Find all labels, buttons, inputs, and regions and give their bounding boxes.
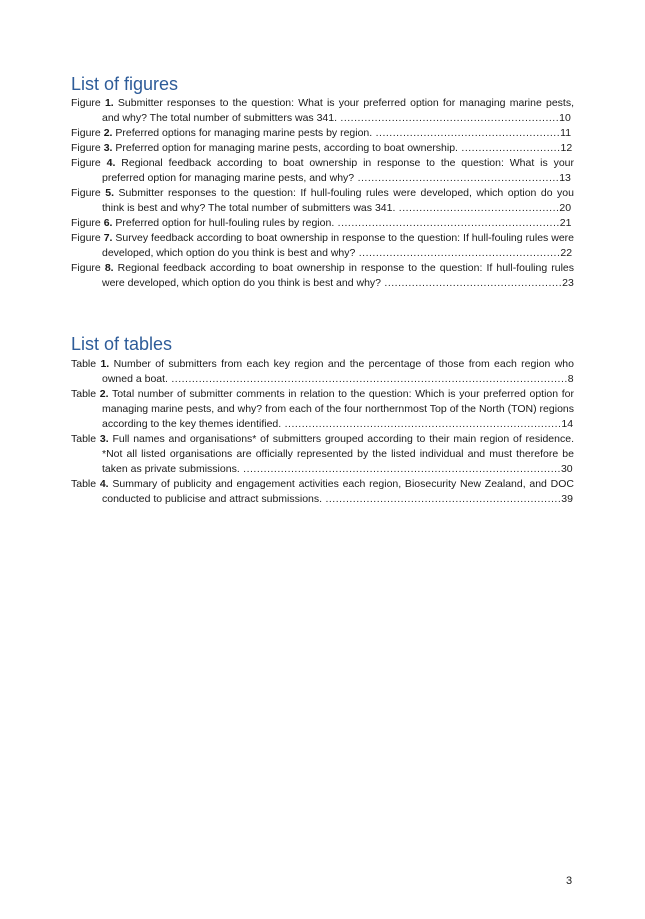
figure-entry-8[interactable] bbox=[71, 261, 574, 291]
table-page-number: 14 bbox=[561, 418, 574, 430]
dot-leader: ................................................................ bbox=[337, 112, 560, 124]
table-page-number: 39 bbox=[561, 493, 573, 505]
figure-number: 3. bbox=[103, 142, 113, 154]
figure-page-number: 13 bbox=[559, 172, 571, 184]
figure-label: Figure bbox=[71, 217, 104, 229]
table-number: 2. bbox=[99, 388, 109, 400]
table-entry-4[interactable] bbox=[71, 477, 574, 507]
figure-page-number: 21 bbox=[559, 217, 572, 229]
figure-page-number: 11 bbox=[560, 127, 572, 139]
figure-caption: Submitter responses to the question: What is your preferred option for managing marine pests, and why? The total number of submitters was 341. bbox=[102, 97, 574, 124]
dot-leader: ............................................... bbox=[395, 202, 560, 214]
figure-number: 8. bbox=[104, 262, 114, 274]
figure-entry-7[interactable] bbox=[71, 231, 574, 261]
table-caption: Number of submitters from each key region and the percentage of those from each region who owned a boat. bbox=[102, 358, 574, 385]
dot-leader: .................................................................................................................... bbox=[167, 373, 568, 385]
figure-label: Figure bbox=[71, 127, 104, 139]
figure-number: 4. bbox=[106, 157, 116, 169]
figure-caption: Submitter responses to the question: If hull-fouling rules were developed, which option do you think is best and why? The total number of submitters was 341. bbox=[102, 187, 574, 214]
table-label: Table bbox=[71, 433, 100, 445]
figure-label: Figure bbox=[71, 157, 107, 169]
dot-leader: ................................................................................. bbox=[281, 418, 562, 430]
figure-entry-1[interactable] bbox=[71, 96, 574, 126]
table-label: Table bbox=[71, 478, 100, 490]
table-number: 4. bbox=[99, 478, 109, 490]
figure-number: 6. bbox=[103, 217, 113, 229]
figure-entry-4[interactable] bbox=[71, 156, 574, 186]
dot-leader: ........................................................... bbox=[355, 247, 561, 259]
table-number: 3. bbox=[99, 433, 109, 445]
figure-page-number: 23 bbox=[562, 277, 574, 289]
dot-leader: ............................. bbox=[457, 142, 561, 154]
figure-entry-3[interactable] bbox=[71, 141, 574, 156]
figure-caption: Regional feedback according to boat ownership in response to the question: What is your preferred option for managing marine pests, and why? bbox=[102, 157, 574, 184]
figure-label: Figure bbox=[71, 142, 104, 154]
figure-caption: Preferred option for managing marine pests, according to boat ownership. bbox=[112, 142, 458, 154]
table-caption: Full names and organisations* of submitters grouped according to their main region of residence. *Not all listed organisations are officially represented by the listed individual and must therefore be taken as private submissions. bbox=[102, 433, 574, 475]
tables-list bbox=[71, 357, 574, 507]
table-caption: Summary of publicity and engagement activities each region, Biosecurity New Zealand, and DOC conducted to publicise and attract submissions. bbox=[102, 478, 574, 505]
figure-entry-2[interactable] bbox=[71, 126, 574, 141]
dot-leader: ...................................................... bbox=[372, 127, 561, 139]
figure-number: 1. bbox=[104, 97, 114, 109]
figure-caption: Regional feedback according to boat ownership in response to the question: If hull-fouling rules were developed, which option do you think is best and why? bbox=[102, 262, 574, 289]
figure-number: 2. bbox=[103, 127, 113, 139]
figure-page-number: 20 bbox=[559, 202, 572, 214]
table-caption: Total number of submitter comments in relation to the question: Which is your preferred option for managing marine pests, and why? from each of the four northernmost Top of the North (TON) regions according to the key themes identified. bbox=[102, 388, 574, 430]
table-page-number: 30 bbox=[560, 463, 573, 475]
table-entry-3[interactable] bbox=[71, 432, 574, 477]
list-of-tables-heading: List of tables bbox=[71, 334, 173, 354]
dot-leader: ............................................................................................. bbox=[239, 463, 561, 475]
figure-entry-6[interactable] bbox=[71, 216, 574, 231]
dot-leader: ........................................................... bbox=[354, 172, 560, 184]
list-of-figures-heading: List of figures bbox=[71, 74, 179, 94]
figure-label: Figure bbox=[71, 187, 106, 199]
table-number: 1. bbox=[100, 358, 110, 370]
figure-caption: Survey feedback according to boat ownership in response to the question: If hull-fouling rules were developed, which option do you think is best and why? bbox=[102, 232, 574, 259]
figure-page-number: 22 bbox=[560, 247, 573, 259]
figure-number: 7. bbox=[103, 232, 113, 244]
dot-leader: ..................................................................... bbox=[322, 493, 562, 505]
dot-leader: ................................................................. bbox=[334, 217, 560, 229]
figure-label: Figure bbox=[71, 262, 105, 274]
page-number: 3 bbox=[566, 875, 573, 887]
table-entry-1[interactable] bbox=[71, 357, 574, 387]
table-page-number: 8 bbox=[567, 373, 574, 385]
figure-label: Figure bbox=[71, 232, 104, 244]
figure-page-number: 12 bbox=[560, 142, 573, 154]
figure-caption: Preferred option for hull-fouling rules by region. bbox=[112, 217, 335, 229]
figure-label: Figure bbox=[71, 97, 105, 109]
dot-leader: .................................................... bbox=[381, 277, 563, 289]
table-label: Table bbox=[71, 358, 101, 370]
table-entry-2[interactable] bbox=[71, 387, 574, 432]
table-label: Table bbox=[71, 388, 100, 400]
figure-entry-5[interactable] bbox=[71, 186, 574, 216]
figure-number: 5. bbox=[105, 187, 115, 199]
figures-list bbox=[71, 96, 574, 291]
figure-page-number: 10 bbox=[559, 112, 571, 124]
figure-caption: Preferred options for managing marine pests by region. bbox=[112, 127, 373, 139]
